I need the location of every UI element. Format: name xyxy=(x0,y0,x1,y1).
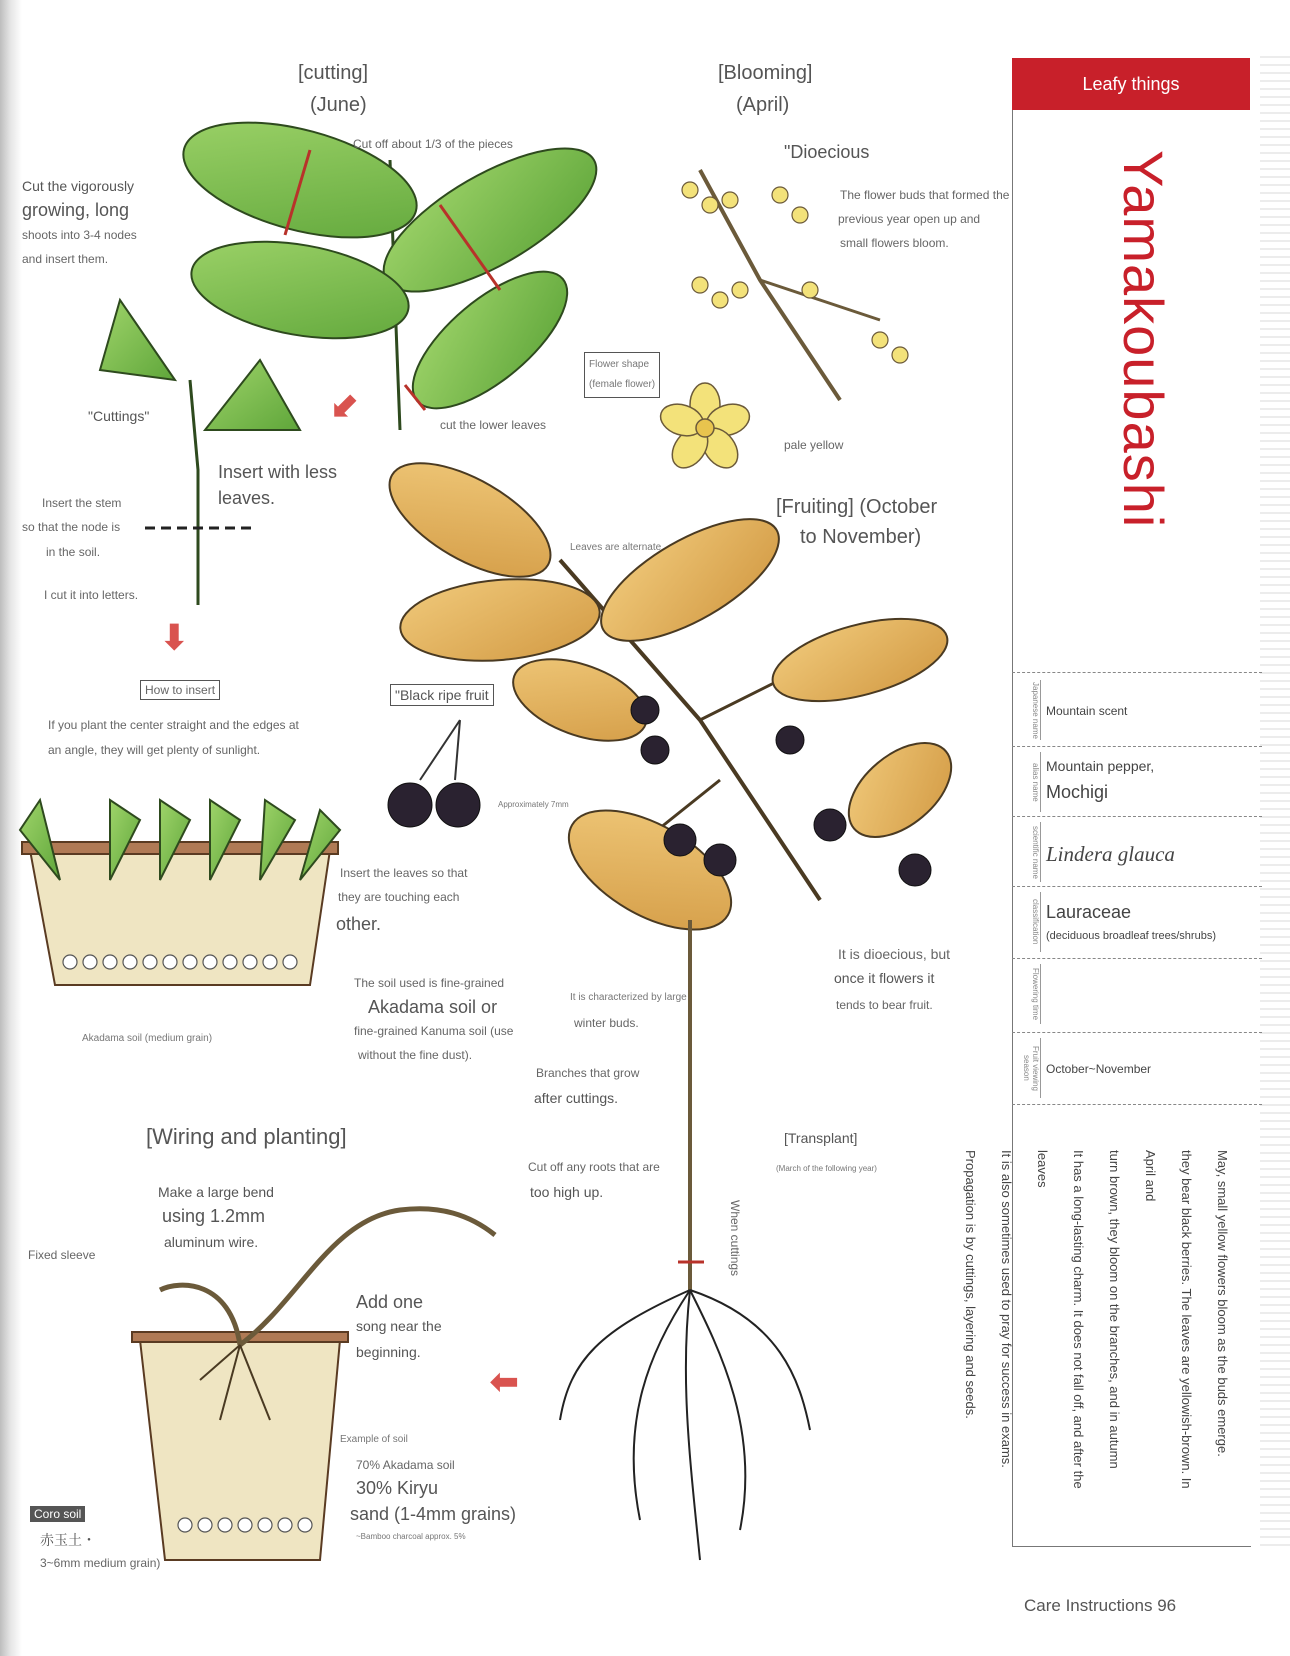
info-row-divider xyxy=(1012,958,1262,959)
stem-line-3: in the soil. xyxy=(46,545,101,559)
akadama-jp-label: 赤玉土・ xyxy=(40,1532,96,1548)
row-label-alias: alias name xyxy=(1012,752,1041,812)
arrow-left-icon: ⬅ xyxy=(490,1363,519,1401)
mix-line-4: ~Bamboo charcoal approx. 5% xyxy=(356,1532,466,1541)
touching-line-2: they are touching each xyxy=(338,890,460,904)
transplant-title: [Transplant] xyxy=(784,1130,858,1146)
fruiting-title-2: to November) xyxy=(800,526,922,548)
cuttings-label: "Cuttings" xyxy=(88,408,150,424)
buds-line-1: The flower buds that formed the xyxy=(840,188,1010,202)
row-label-flowering: Flowering time xyxy=(1012,964,1041,1024)
blooming-title: [Blooming] xyxy=(718,62,813,84)
touching-line-3: other. xyxy=(336,914,382,934)
page-footer: Care Instructions 96 xyxy=(1024,1596,1177,1615)
wiring-title: [Wiring and planting] xyxy=(146,1124,347,1149)
alternate-leaves-note: Leaves are alternate xyxy=(570,542,662,553)
approx-size-note: Approximately 7mm xyxy=(498,800,569,809)
vigorous-line-1: Cut the vigorously xyxy=(22,178,135,194)
row-value-japanese-name: Mountain scent xyxy=(1046,704,1128,718)
cutting-title: [cutting] xyxy=(298,62,369,84)
row-label-scientific: scientific name xyxy=(1012,822,1041,882)
info-row-divider xyxy=(1012,1032,1262,1033)
row-value-alias-2: Mochigi xyxy=(1046,782,1109,802)
page-edge xyxy=(1260,50,1290,1550)
desc-line: they bear black berries. The leaves are yellowish-brown. In April and xyxy=(1143,1150,1194,1489)
row-value-classification-sub: (deciduous broadleaf trees/shrubs) xyxy=(1046,930,1216,942)
roots-line-1: Cut off any roots that are xyxy=(528,1160,660,1174)
insert-less-line-1: Insert with less xyxy=(218,462,338,482)
row-label-classification: classification xyxy=(1012,892,1041,952)
bend-line-1: Make a large bend xyxy=(158,1184,274,1200)
fruit-dioecious-line-1: It is dioecious, but xyxy=(838,946,951,962)
row-value-alias-1: Mountain pepper, xyxy=(1046,758,1155,774)
add-line-3: beginning. xyxy=(356,1344,421,1360)
plant-center-line-2: an angle, they will get plenty of sunlight. xyxy=(48,743,261,757)
row-label-japanese-name: Japanese name xyxy=(1012,680,1041,740)
fruit-dioecious-line-3: tends to bear fruit. xyxy=(836,998,933,1012)
buds-line-2: previous year open up and xyxy=(838,212,981,226)
bend-line-2: using 1.2mm xyxy=(162,1206,266,1226)
flower-shape-line-2: (female flower) xyxy=(589,379,656,390)
soil-line-4: without the fine dust). xyxy=(358,1048,473,1062)
flower-shape-illustration xyxy=(656,383,753,475)
winter-buds-line-2: winter buds. xyxy=(574,1016,639,1030)
desc-line: It has a long-lasting charm. It does not fall off, and after the leaves xyxy=(1035,1150,1086,1489)
vigorous-line-4: and insert them. xyxy=(22,252,109,266)
pale-yellow-label: pale yellow xyxy=(784,438,844,452)
arrow-down-left-icon: ⬋ xyxy=(330,387,359,425)
how-to-insert-label: How to insert xyxy=(140,680,220,700)
stem-line-1: Insert the stem xyxy=(42,496,122,510)
black-fruit-label: "Black ripe fruit xyxy=(390,684,494,706)
soil-line-3: fine-grained Kanuma soil (use xyxy=(354,1024,514,1038)
soil-line-1: The soil used is fine-grained xyxy=(354,976,505,990)
winter-buds-line-1: It is characterized by large xyxy=(570,992,687,1003)
desc-line: turn brown, they bloom on the branches, and in autumn xyxy=(1107,1150,1122,1469)
insert-less-line-2: leaves. xyxy=(218,488,276,508)
info-row-divider xyxy=(1012,816,1262,817)
fruiting-title-1: [Fruiting] (October xyxy=(776,496,938,518)
mix-line-2: 30% Kiryu xyxy=(356,1478,439,1498)
black-fruit-detail xyxy=(388,720,480,827)
lower-leaves-note: cut the lower leaves xyxy=(440,418,547,432)
stem-line-2: so that the node is xyxy=(22,520,121,534)
desc-line: May, small yellow flowers bloom as the buds emerge. xyxy=(1215,1150,1230,1457)
flower-shape-line-1: Flower shape xyxy=(589,359,650,370)
add-line-2: song near the xyxy=(356,1318,442,1334)
desc-line: It is also sometimes used to pray for success in exams. xyxy=(999,1150,1014,1468)
when-cuttings-label: When cuttings xyxy=(728,1200,742,1277)
fruit-dioecious-line-2: once it flowers it xyxy=(834,970,935,986)
add-line-1: Add one xyxy=(356,1292,424,1312)
desc-line: Propagation is by cuttings, layering and seeds. xyxy=(963,1150,978,1419)
cutting-month: (June) xyxy=(310,94,367,116)
blooming-month: (April) xyxy=(736,94,790,116)
bend-line-3: aluminum wire. xyxy=(164,1234,259,1250)
plant-name-title: Yamakoubashi xyxy=(1112,150,1175,529)
cutting-pot-illustration xyxy=(20,800,340,985)
soil-line-2: Akadama soil or xyxy=(368,997,498,1017)
touching-line-1: Insert the leaves so that xyxy=(340,866,468,880)
info-row-divider xyxy=(1012,672,1262,673)
row-label-fruit-season: Fruit viewing season xyxy=(1012,1038,1041,1098)
fixed-sleeve-label: Fixed sleeve xyxy=(28,1248,96,1262)
branches-line-1: Branches that grow xyxy=(536,1066,640,1080)
mix-line-3: sand (1-4mm grains) xyxy=(350,1504,517,1524)
branches-line-2: after cuttings. xyxy=(534,1090,619,1106)
akadama-medium-label: Akadama soil (medium grain) xyxy=(82,1033,213,1044)
plant-description xyxy=(963,1150,1240,1510)
flower-shape-box xyxy=(584,352,660,398)
transplant-subtitle: (March of the following year) xyxy=(776,1164,877,1173)
roots-line-2: too high up. xyxy=(530,1184,604,1200)
coro-soil-label: Coro soil xyxy=(30,1506,85,1522)
letters-note: I cut it into letters. xyxy=(44,588,139,602)
buds-line-3: small flowers bloom. xyxy=(840,236,949,250)
cut-note: Cut off about 1/3 of the pieces xyxy=(353,137,513,151)
dioecious-label: "Dioecious xyxy=(784,142,870,162)
category-header: Leafy things xyxy=(1012,58,1250,110)
plant-center-line-1: If you plant the center straight and the edges at xyxy=(48,718,299,732)
vigorous-line-3: shoots into 3-4 nodes xyxy=(22,228,137,242)
row-value-scientific: Lindera glauca xyxy=(1046,842,1175,866)
arrow-down-icon: ⬇ xyxy=(160,619,189,657)
info-row-divider xyxy=(1012,746,1262,747)
example-soil-label: Example of soil xyxy=(340,1434,408,1445)
info-row-divider xyxy=(1012,886,1262,887)
vigorous-line-2: growing, long xyxy=(22,200,130,220)
row-value-classification: Lauraceae xyxy=(1046,902,1132,922)
grain-size-label: 3~6mm medium grain) xyxy=(40,1556,161,1570)
cuttings-illustration xyxy=(100,300,300,605)
mix-line-1: 70% Akadama soil xyxy=(356,1458,455,1472)
row-value-fruit-season: October~November xyxy=(1046,1062,1152,1076)
info-row-divider xyxy=(1012,1104,1262,1105)
